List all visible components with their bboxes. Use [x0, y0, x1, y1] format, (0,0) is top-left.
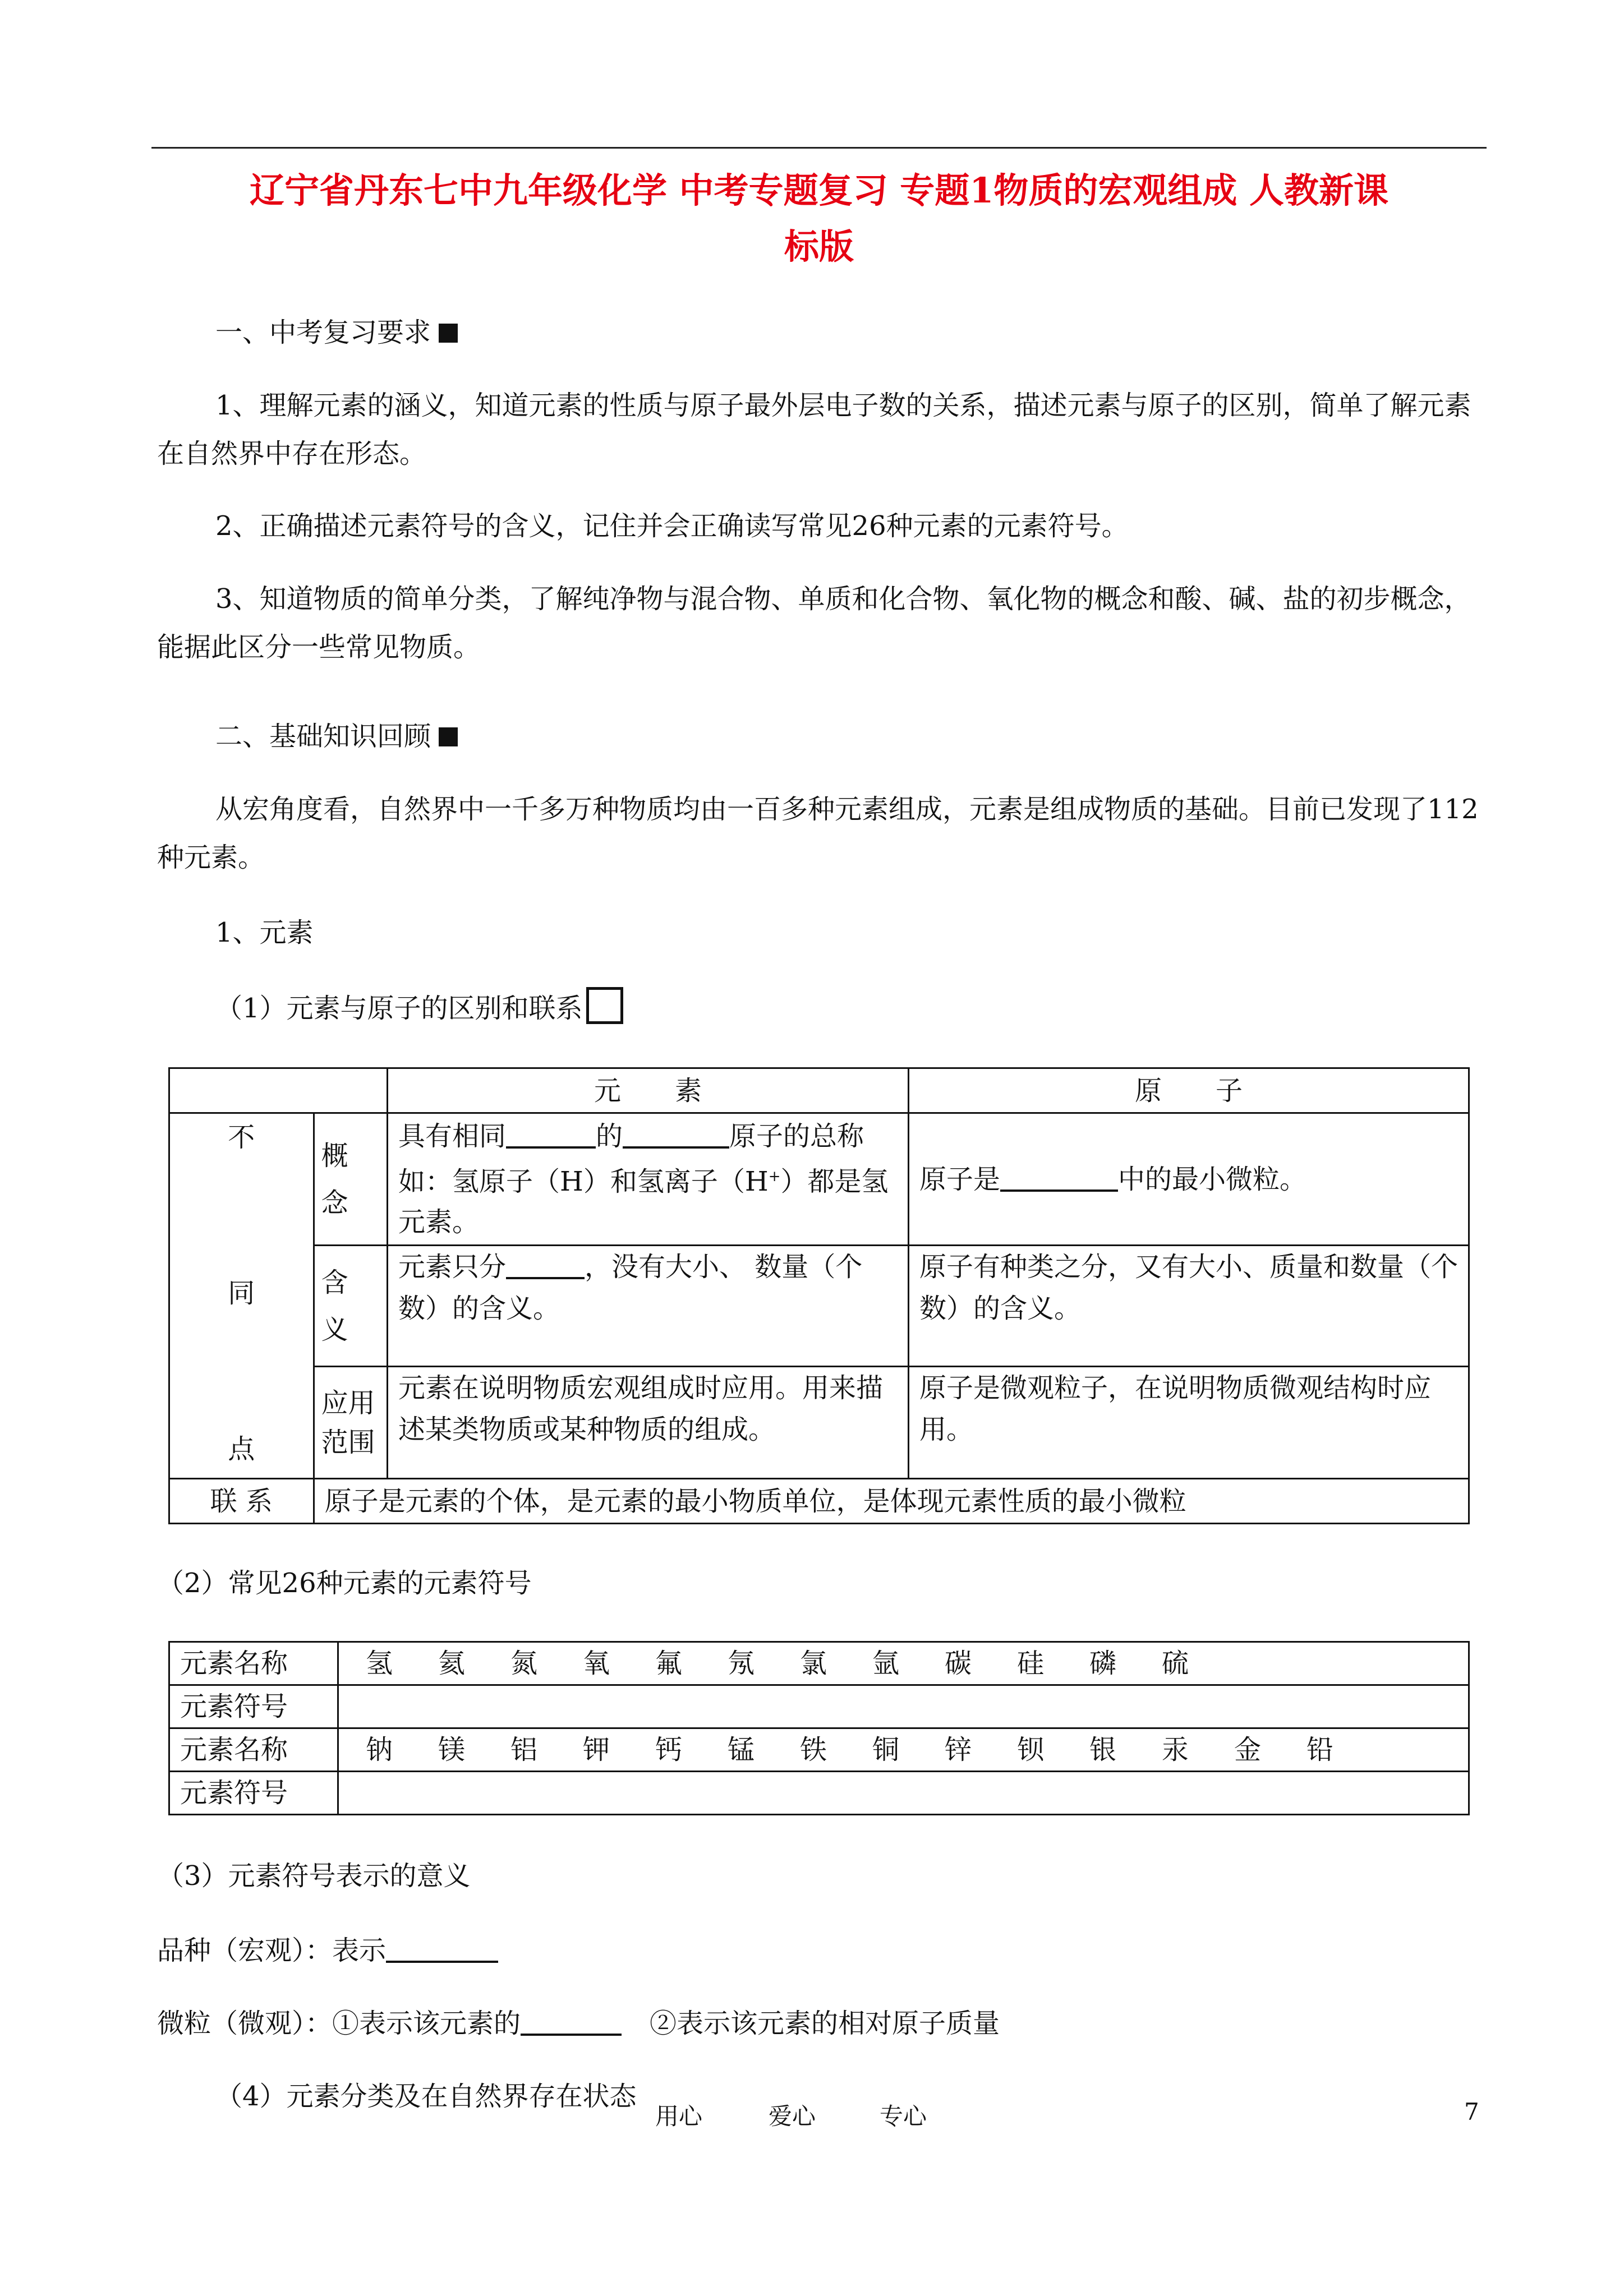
- element-name: 钙: [655, 1734, 683, 1765]
- element-name: 氢: [366, 1648, 393, 1679]
- requirement-1: 1、理解元素的涵义，知道元素的性质与原子最外层电子数的关系，描述元素与原子的区别，简单了解元素在自然界中存在形态。: [157, 390, 1471, 469]
- element-name: 铝: [510, 1734, 538, 1765]
- element-name: 氟: [655, 1648, 683, 1679]
- table-row: [169, 1642, 1469, 1685]
- subsection-classification: （4）元素分类及在自然界存在状态: [215, 2081, 637, 2112]
- meaning-element-cell: 元素只分 ，没有大小、 数量（个数）的含义。: [388, 1246, 909, 1367]
- footer-text-3: 专心: [880, 2103, 927, 2130]
- element-name: 铅: [1306, 1734, 1334, 1765]
- fill-blank: [506, 1251, 585, 1279]
- micro-meaning-line: 微粒（微观）：①表示该元素的 ②表示该元素的相对原子质量: [157, 2008, 1000, 2039]
- element-name: 金: [1234, 1734, 1262, 1765]
- element-name: 氩: [872, 1648, 900, 1679]
- relation-text: 原子是元素的个体，是元素的最小物质单位，是体现元素性质的最小微粒: [314, 1479, 1469, 1524]
- element-name: 氮: [510, 1648, 538, 1679]
- meaning-atom-cell: 原子有种类之分，又有大小、质量和数量（个数）的含义。: [909, 1246, 1469, 1367]
- title-line-1: 辽宁省丹东七中九年级化学 中考专题复习 专题1物质的宏观组成 人教新课: [250, 170, 1388, 211]
- symbol-cell[interactable]: [338, 1685, 1469, 1728]
- fill-blank: [521, 2008, 622, 2036]
- subsection-element-vs-atom: （1）元素与原子的区别和联系: [215, 984, 1450, 1032]
- element-name: 铜: [872, 1734, 900, 1765]
- element-name: 钠: [366, 1734, 393, 1765]
- square-bullet-icon: [439, 727, 458, 746]
- footer-text-1: 用心: [655, 2103, 703, 2130]
- table-row: [169, 1685, 1469, 1728]
- document-title: [151, 163, 1487, 275]
- subsection-elements: 1、元素: [215, 917, 314, 948]
- scope-element-cell: 元素在说明物质宏观组成时应用。用来描述某类物质或某种物质的组成。: [388, 1367, 909, 1479]
- symbol-cell[interactable]: [338, 1772, 1469, 1815]
- element-names-row-2: [338, 1728, 1469, 1772]
- concept-atom-cell: 原子是 中的最小微粒。: [909, 1113, 1469, 1246]
- element-name: 氖: [728, 1648, 755, 1679]
- element-name: 银: [1089, 1734, 1117, 1765]
- fill-blank: [1000, 1164, 1118, 1192]
- footer-text-2: 爱心: [769, 2103, 816, 2130]
- element-name: 硅: [1017, 1648, 1045, 1679]
- section2-intro: 从宏角度看，自然界中一千多万种物质均由一百多种元素组成，元素是组成物质的基础。目前已发现了112种元素。: [157, 794, 1479, 873]
- element-name: 铁: [800, 1734, 827, 1765]
- table-row-concept: [169, 1113, 1469, 1246]
- element-atom-comparison-table: [168, 1067, 1470, 1524]
- column-header-atom: 原 子: [909, 1068, 1469, 1113]
- element-name: 硫: [1162, 1648, 1189, 1679]
- element-name: 氯: [800, 1648, 827, 1679]
- element-name: 锰: [728, 1734, 755, 1765]
- column-header-element: 元 素: [388, 1068, 909, 1113]
- table-row: [169, 1728, 1469, 1772]
- requirement-2: 2、正确描述元素符号的含义，记住并会正确读写常见26种元素的元素符号。: [215, 510, 1129, 542]
- section2-heading: 二、基础知识回顾: [157, 712, 1487, 760]
- fill-blank: [386, 1935, 498, 1963]
- element-name: 镁: [438, 1734, 466, 1765]
- element-name: 氧: [583, 1648, 610, 1679]
- header-rule: [151, 147, 1487, 149]
- element-name: 碳: [945, 1648, 972, 1679]
- concept-element-cell: 具有相同 的 原子的总称如：氢原子（H）和氢离子（H+）都是氢元素。: [388, 1113, 909, 1246]
- section1-heading: 一、中考复习要求: [157, 308, 1487, 357]
- table-row-scope: [169, 1367, 1469, 1479]
- subsection-element-symbols: （2）常见26种元素的元素符号: [157, 1567, 532, 1599]
- table-row-meaning: [169, 1246, 1469, 1367]
- element-name: 钾: [583, 1734, 610, 1765]
- row-label-scope: 应用 范围: [314, 1367, 387, 1479]
- difference-label: 不 同 点: [169, 1113, 314, 1479]
- empty-checkbox-icon: [586, 987, 623, 1024]
- row-label: 元素符号: [169, 1772, 338, 1815]
- row-label: 元素名称: [169, 1642, 338, 1685]
- subsection-symbol-meaning: （3）元素符号表示的意义: [157, 1860, 471, 1892]
- table-row-relation: [169, 1479, 1469, 1524]
- element-name: 汞: [1162, 1734, 1189, 1765]
- relation-label: 联 系: [169, 1479, 314, 1524]
- element-name: 氦: [438, 1648, 466, 1679]
- fill-blank: [506, 1121, 596, 1149]
- element-name: 钡: [1017, 1734, 1045, 1765]
- requirement-3: 3、知道物质的简单分类，了解纯净物与混合物、单质和化合物、氧化物的概念和酸、碱、盐的初步概念，能据此区分一些常见物质。: [157, 583, 1471, 663]
- square-bullet-icon: [439, 324, 458, 343]
- fill-blank: [623, 1121, 729, 1149]
- element-names-row-1: [338, 1642, 1469, 1685]
- row-label: 元素符号: [169, 1685, 338, 1728]
- row-label: 元素名称: [169, 1728, 338, 1772]
- element-name: 锌: [945, 1734, 972, 1765]
- row-label-meaning: 含 义: [314, 1246, 387, 1367]
- table-header-row: [169, 1068, 1469, 1113]
- element-name: 磷: [1089, 1648, 1117, 1679]
- row-label-concept: 概 念: [314, 1113, 387, 1246]
- element-symbol-table: [168, 1641, 1470, 1815]
- macro-meaning-line: 品种（宏观）：表示: [157, 1926, 1487, 1975]
- table-row: [169, 1772, 1469, 1815]
- page-number: 7: [1464, 2098, 1479, 2126]
- title-line-2: 标版: [784, 226, 854, 267]
- scope-atom-cell: 原子是微观粒子，在说明物质微观结构时应用。: [909, 1367, 1469, 1479]
